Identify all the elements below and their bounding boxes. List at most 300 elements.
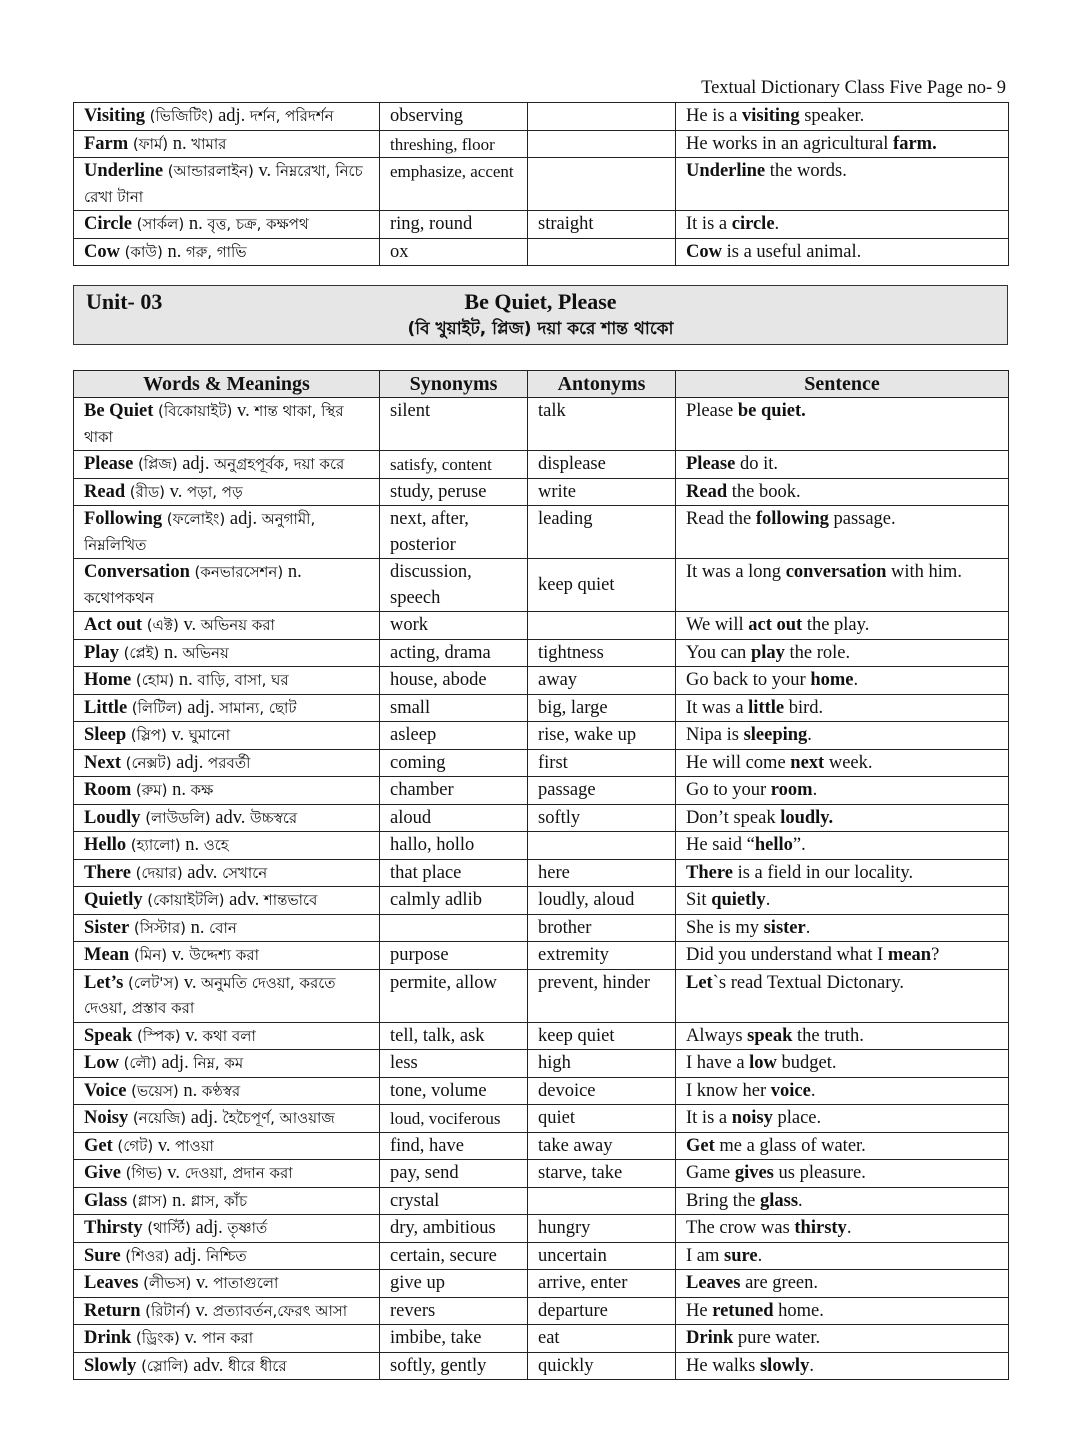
synonyms-cell: satisfy, content: [380, 451, 528, 479]
sentence-post: the truth.: [792, 1025, 864, 1046]
bangla-meaning: উদ্দেশ্য করা: [189, 946, 259, 964]
part-of-speech: n.: [188, 214, 203, 234]
synonyms-cell: house, abode: [380, 667, 528, 695]
part-of-speech: adj.: [176, 752, 204, 773]
word-cell: [74, 969, 380, 1022]
synonyms-cell: asleep: [380, 722, 528, 750]
word: Following: [84, 509, 163, 529]
antonyms-cell: quiet: [528, 1105, 676, 1133]
sentence-post: `s read Textual Dictonary.: [712, 972, 905, 993]
sentence-post: do it.: [735, 454, 778, 474]
sentence-post: .: [774, 214, 780, 234]
synonyms-cell: study, peruse: [380, 478, 528, 506]
sentence-cell: [676, 1132, 1009, 1160]
sentence-post: budget.: [776, 1053, 837, 1073]
part-of-speech: n.: [178, 670, 193, 690]
sentence-keyword: act out: [748, 615, 803, 635]
table-row: [74, 158, 1009, 211]
synonyms-cell: imbibe, take: [380, 1325, 528, 1353]
word-cell: [74, 559, 380, 612]
part-of-speech: adj.: [190, 1108, 218, 1128]
word-cell: [74, 667, 380, 695]
bangla-meaning: তৃষ্ণার্ত: [227, 1219, 268, 1237]
sentence-keyword: glass: [760, 1190, 799, 1211]
part-of-speech: v.: [183, 615, 197, 635]
synonyms-cell: small: [380, 694, 528, 722]
sentence-keyword: Please: [686, 454, 736, 474]
sentence-cell: [676, 722, 1009, 750]
bangla-meaning: সেখানে: [222, 863, 268, 882]
sentence-cell: [676, 1297, 1009, 1325]
table-row: [74, 238, 1009, 266]
sentence-cell: [676, 694, 1009, 722]
bangla-pronunciation: (লাউডলি): [145, 808, 211, 827]
word: Underline: [84, 161, 164, 181]
word: Act out: [84, 615, 143, 635]
sentence-cell: [676, 832, 1009, 860]
word: Little: [84, 697, 128, 718]
antonyms-cell: starve, take: [528, 1160, 676, 1188]
sentence-keyword: gives: [734, 1163, 774, 1183]
table-row: [74, 612, 1009, 640]
bangla-meaning: বোন: [209, 918, 237, 937]
word: Read: [84, 481, 126, 502]
sentence-keyword: room: [770, 780, 813, 800]
sentence-post: the book.: [727, 481, 801, 502]
synonyms-cell: [380, 914, 528, 942]
antonyms-cell: [528, 238, 676, 266]
word-cell: [74, 1050, 380, 1078]
sentence-pre: I have a: [686, 1053, 750, 1073]
sentence-pre: He works in an agricultural: [686, 133, 894, 154]
sentence-post: week.: [824, 752, 873, 773]
table-row: [74, 639, 1009, 667]
sentence-post: ”.: [792, 835, 806, 855]
word: Farm: [84, 133, 129, 154]
sentence-cell: [676, 942, 1009, 970]
synonyms-cell: work: [380, 612, 528, 640]
word: Quietly: [84, 890, 143, 910]
sentence-post: .: [853, 670, 859, 690]
synonyms-cell: that place: [380, 859, 528, 887]
word-cell: [74, 859, 380, 887]
table-row: [74, 667, 1009, 695]
bangla-pronunciation: (শিওর): [125, 1246, 170, 1265]
bangla-meaning: ধীরে ধীরে: [227, 1356, 287, 1375]
word-cell: [74, 1160, 380, 1188]
bangla-pronunciation: (গ্লাস): [131, 1191, 168, 1210]
antonyms-cell: loudly, aloud: [528, 887, 676, 915]
sentence-pre: It is a: [686, 214, 732, 234]
word-cell: [74, 887, 380, 915]
table-row: [74, 1077, 1009, 1105]
word-cell: [74, 130, 380, 158]
antonyms-cell: big, large: [528, 694, 676, 722]
antonyms-cell: softly: [528, 804, 676, 832]
word: Let’s: [84, 972, 124, 993]
sentence-post: bird.: [784, 697, 824, 718]
bangla-meaning: ঘুমানো: [188, 726, 231, 744]
synonyms-cell: dry, ambitious: [380, 1215, 528, 1243]
synonyms-cell: coming: [380, 749, 528, 777]
synonyms-cell: permite, allow: [380, 969, 528, 1022]
table-row: [74, 859, 1009, 887]
sentence-post: .: [810, 1080, 816, 1101]
bangla-meaning: অনুমতি দেওয়া, করতে দেওয়া, প্রস্তাব করা: [84, 973, 336, 1017]
antonyms-cell: [528, 158, 676, 211]
antonyms-cell: extremity: [528, 942, 676, 970]
sentence-keyword: retuned: [712, 1300, 774, 1321]
bangla-meaning: প্রত্যাবর্তন,ফেরৎ আসা: [212, 1301, 348, 1320]
sentence-post: is a useful animal.: [721, 241, 862, 262]
word-cell: [74, 451, 380, 479]
bangla-pronunciation: (ভিজিটিং): [149, 107, 214, 125]
antonyms-cell: straight: [528, 211, 676, 239]
part-of-speech: v.: [183, 972, 197, 993]
table-row: [74, 559, 1009, 612]
sentence-keyword: hello: [754, 835, 793, 855]
table-row: [74, 1022, 1009, 1050]
bangla-meaning: গ্লাস, কাঁচ: [190, 1191, 248, 1210]
part-of-speech: n.: [287, 562, 302, 582]
table-row: [74, 398, 1009, 451]
bangla-pronunciation: (রীড): [129, 482, 166, 501]
synonyms-cell: find, have: [380, 1132, 528, 1160]
sentence-cell: [676, 559, 1009, 612]
word: Hello: [84, 835, 127, 855]
synonyms-cell: certain, secure: [380, 1242, 528, 1270]
sentence-pre: Always: [686, 1025, 748, 1046]
bangla-meaning: গরু, গাভি: [185, 242, 247, 261]
word-cell: [74, 942, 380, 970]
sentence-keyword: little: [748, 697, 785, 718]
synonyms-cell: tell, talk, ask: [380, 1022, 528, 1050]
sentence-cell: [676, 1270, 1009, 1298]
sentence-keyword: quietly: [711, 890, 766, 910]
bangla-pronunciation: (হ্যালো): [130, 836, 181, 854]
word-cell: [74, 158, 380, 211]
sentence-cell: [676, 969, 1009, 1022]
word-cell: [74, 211, 380, 239]
sentence-pre: You can: [686, 642, 751, 663]
synonyms-cell: emphasize, accent: [380, 158, 528, 211]
sentence-cell: [676, 1187, 1009, 1215]
sentence-cell: [676, 612, 1009, 640]
bangla-meaning: দেওয়া, প্রদান করা: [184, 1164, 293, 1182]
bangla-meaning: পরবর্তী: [208, 753, 251, 772]
antonyms-cell: hungry: [528, 1215, 676, 1243]
antonyms-cell: take away: [528, 1132, 676, 1160]
sentence-pre: He: [686, 1300, 713, 1321]
sentence-keyword: circle: [731, 214, 775, 234]
sentence-pre: Bring the: [686, 1190, 760, 1211]
table-row: [74, 804, 1009, 832]
part-of-speech: v.: [171, 725, 185, 745]
table-row: [74, 832, 1009, 860]
sentence-cell: [676, 451, 1009, 479]
sentence-post: with him.: [886, 562, 962, 582]
sentence-cell: [676, 211, 1009, 239]
part-of-speech: v.: [195, 1273, 209, 1293]
sentence-pre: The crow was: [686, 1218, 795, 1238]
table-row: [74, 887, 1009, 915]
bangla-pronunciation: (সার্কল): [136, 215, 185, 233]
word: Return: [84, 1300, 141, 1321]
previous-unit-table: [73, 102, 1009, 266]
antonyms-cell: eat: [528, 1325, 676, 1353]
sentence-pre: He walks: [686, 1355, 760, 1376]
sentence-cell: [676, 1325, 1009, 1353]
bangla-meaning: কথা বলা: [202, 1026, 256, 1045]
sentence-cell: [676, 506, 1009, 559]
synonyms-cell: threshing, floor: [380, 130, 528, 158]
word-cell: [74, 1022, 380, 1050]
sentence-post: ?: [931, 945, 940, 965]
table-row: [74, 942, 1009, 970]
table-row: [74, 1297, 1009, 1325]
part-of-speech: n.: [164, 642, 178, 663]
bangla-pronunciation: (রিটার্ন): [145, 1301, 191, 1320]
antonyms-cell: write: [528, 478, 676, 506]
synonyms-cell: purpose: [380, 942, 528, 970]
word: Speak: [84, 1025, 133, 1046]
bangla-pronunciation: (প্লেই): [123, 643, 160, 662]
antonyms-cell: first: [528, 749, 676, 777]
synonyms-cell: revers: [380, 1297, 528, 1325]
sentence-post: me a glass of water.: [714, 1135, 866, 1156]
part-of-speech: n.: [172, 780, 186, 800]
bangla-meaning: পড়া, পড়: [186, 482, 243, 501]
word: Noisy: [84, 1108, 129, 1128]
word-cell: [74, 722, 380, 750]
bangla-meaning: পান করা: [201, 1329, 254, 1347]
column-header-words: Words & Meanings: [74, 371, 380, 398]
bangla-pronunciation: (ড্রিংক): [135, 1329, 180, 1347]
word-cell: [74, 749, 380, 777]
word-cell: [74, 612, 380, 640]
word: Be Quiet: [84, 401, 154, 421]
synonyms-cell: softly, gently: [380, 1352, 528, 1380]
bangla-pronunciation: (ফলোইং): [166, 510, 226, 528]
sentence-post: the role.: [784, 642, 851, 663]
bangla-meaning: পাওয়া: [175, 1136, 214, 1155]
column-header-sentence: Sentence: [676, 371, 1009, 398]
bangla-meaning: বৃত্ত, চক্র, কক্ষপথ: [207, 215, 309, 233]
table-row: [74, 1325, 1009, 1353]
antonyms-cell: tightness: [528, 639, 676, 667]
bangla-meaning: ওহে: [203, 836, 229, 854]
table-row: [74, 1242, 1009, 1270]
sentence-keyword: Leaves: [686, 1273, 741, 1293]
bangla-meaning: বাড়ি, বাসা, ঘর: [197, 671, 289, 689]
sentence-cell: [676, 749, 1009, 777]
bangla-pronunciation: (স্লিপ): [130, 726, 167, 744]
sentence-cell: [676, 158, 1009, 211]
sentence-pre: I am: [686, 1245, 725, 1266]
bangla-pronunciation: (কোয়াইটলি): [147, 891, 225, 909]
sentence-keyword: sleeping: [743, 725, 808, 745]
sentence-pre: Nipa is: [686, 725, 744, 745]
synonyms-cell: chamber: [380, 777, 528, 805]
sentence-cell: [676, 1160, 1009, 1188]
sentence-cell: [676, 1050, 1009, 1078]
word-cell: [74, 398, 380, 451]
sentence-cell: [676, 887, 1009, 915]
table-row: [74, 1352, 1009, 1380]
bangla-pronunciation: (গিভ): [125, 1164, 163, 1182]
word: Mean: [84, 945, 130, 965]
table-row: [74, 478, 1009, 506]
bangla-meaning: খামার: [191, 134, 227, 153]
antonyms-cell: away: [528, 667, 676, 695]
sentence-pre: Read the: [686, 509, 756, 529]
sentence-keyword: thirsty: [794, 1218, 847, 1238]
word: Low: [84, 1053, 119, 1073]
word: Visiting: [84, 106, 145, 126]
table-row: [74, 969, 1009, 1022]
sentence-post: is a field in our locality.: [732, 862, 914, 883]
bangla-meaning: নিম্নরেখা, নিচে রেখা টানা: [84, 162, 363, 206]
word: Slowly: [84, 1355, 137, 1376]
bangla-meaning: নিম্ন, কম: [193, 1054, 244, 1072]
synonyms-cell: ox: [380, 238, 528, 266]
sentence-pre: It was a: [686, 697, 749, 718]
antonyms-cell: devoice: [528, 1077, 676, 1105]
sentence-cell: [676, 639, 1009, 667]
synonyms-cell: silent: [380, 398, 528, 451]
sentence-pre: Don’t speak: [686, 807, 781, 828]
antonyms-cell: quickly: [528, 1352, 676, 1380]
antonyms-cell: [528, 103, 676, 131]
sentence-post: .: [807, 725, 812, 745]
bangla-pronunciation: (নয়েজি): [132, 1109, 187, 1127]
sentence-post: .: [809, 1355, 814, 1376]
antonyms-cell: [528, 1187, 676, 1215]
word-cell: [74, 1242, 380, 1270]
word-cell: [74, 914, 380, 942]
word-cell: [74, 1352, 380, 1380]
sentence-keyword: next: [790, 752, 825, 773]
sentence-cell: [676, 130, 1009, 158]
word: Get: [84, 1135, 113, 1156]
table-row: [74, 506, 1009, 559]
sentence-pre: It is a: [686, 1108, 732, 1128]
word-cell: [74, 1105, 380, 1133]
antonyms-cell: talk: [528, 398, 676, 451]
sentence-keyword: speak: [747, 1025, 793, 1046]
sentence-keyword: slowly: [759, 1355, 810, 1376]
table-row: [74, 211, 1009, 239]
sentence-keyword: home: [810, 670, 854, 690]
unit-title: Be Quiet, Please: [464, 289, 617, 314]
sentence-pre: Please: [686, 401, 738, 421]
bangla-meaning: পাতাগুলো: [213, 1274, 279, 1292]
part-of-speech: v.: [185, 1025, 198, 1046]
sentence-cell: [676, 804, 1009, 832]
table-row: [74, 1050, 1009, 1078]
sentence-keyword: Cow: [686, 241, 722, 262]
sentence-pre: He is a: [686, 106, 742, 126]
sentence-cell: [676, 914, 1009, 942]
word-cell: [74, 506, 380, 559]
word: Please: [84, 454, 134, 474]
sentence-pre: Go to your: [686, 780, 771, 800]
bangla-pronunciation: (কাউ): [124, 242, 163, 261]
word: Give: [84, 1163, 121, 1183]
part-of-speech: v.: [184, 1328, 198, 1348]
part-of-speech: adj.: [161, 1053, 189, 1073]
sentence-pre: Sit: [686, 890, 712, 910]
word-cell: [74, 1325, 380, 1353]
bangla-meaning: অভিনয় করা: [200, 616, 275, 634]
sentence-post: passage.: [828, 509, 896, 529]
sentence-pre: He will come: [686, 752, 791, 773]
part-of-speech: n.: [172, 133, 187, 154]
sentence-pre: She is my: [686, 917, 764, 938]
sentence-pre: Go back to your: [686, 670, 811, 690]
table-row: [74, 722, 1009, 750]
bangla-meaning: অনুগামী, নিম্নলিখিত: [84, 510, 316, 554]
word-cell: [74, 777, 380, 805]
bangla-pronunciation: (স্লোলি): [141, 1356, 189, 1375]
bangla-pronunciation: (ফার্ম): [132, 134, 169, 153]
bangla-meaning: কক্ষ: [190, 781, 214, 799]
part-of-speech: v.: [167, 1163, 180, 1183]
word: Circle: [84, 214, 132, 234]
synonyms-cell: next, after, posterior: [380, 506, 528, 559]
part-of-speech: v.: [157, 1135, 171, 1156]
part-of-speech: adv.: [215, 807, 246, 828]
bangla-pronunciation: (গেট): [117, 1136, 154, 1155]
word: Play: [84, 642, 119, 663]
table-row: [74, 694, 1009, 722]
bangla-meaning: নিশ্চিত: [205, 1246, 247, 1265]
word-cell: [74, 1187, 380, 1215]
sentence-post: us pleasure.: [773, 1163, 866, 1183]
word-cell: [74, 478, 380, 506]
word: Glass: [84, 1190, 128, 1211]
table-header-row: [74, 371, 1009, 398]
word: Home: [84, 670, 132, 690]
antonyms-cell: [528, 832, 676, 860]
part-of-speech: v.: [195, 1300, 209, 1321]
sentence-cell: [676, 103, 1009, 131]
table-row: [74, 103, 1009, 131]
word: Conversation: [84, 562, 190, 582]
sentence-keyword: mean: [887, 945, 932, 965]
sentence-keyword: Read: [686, 481, 728, 502]
column-header-antonyms: Antonyms: [528, 371, 676, 398]
synonyms-cell: tone, volume: [380, 1077, 528, 1105]
bangla-pronunciation: (এক্ট): [146, 616, 179, 634]
bangla-meaning: অনুগ্রহপূর্বক, দয়া করে: [214, 455, 345, 473]
synonyms-cell: acting, drama: [380, 639, 528, 667]
part-of-speech: v.: [237, 401, 250, 421]
bangla-meaning: শান্ত থাকা, স্থির থাকা: [84, 402, 344, 446]
part-of-speech: adj.: [182, 454, 210, 474]
table-row: [74, 1132, 1009, 1160]
sentence-keyword: Underline: [686, 161, 766, 181]
part-of-speech: n.: [185, 835, 200, 855]
sentence-post: .: [812, 780, 818, 800]
synonyms-cell: ring, round: [380, 211, 528, 239]
synonyms-cell: hallo, hollo: [380, 832, 528, 860]
word: Sleep: [84, 725, 127, 745]
word: Leaves: [84, 1273, 139, 1293]
sentence-keyword: Let: [686, 972, 713, 993]
antonyms-cell: here: [528, 859, 676, 887]
antonyms-cell: [528, 130, 676, 158]
